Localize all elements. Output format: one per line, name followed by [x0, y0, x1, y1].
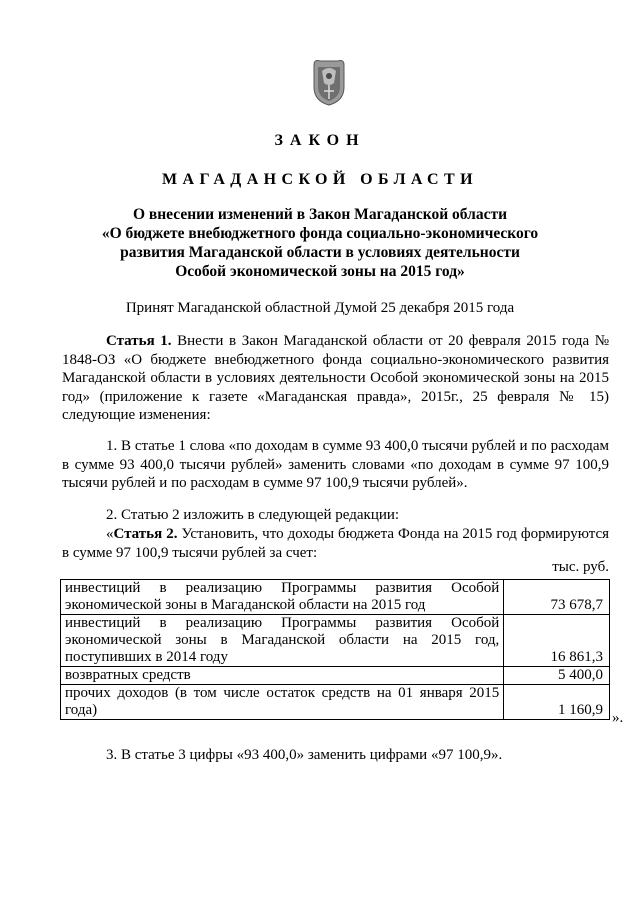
title-line: «О бюджете внебюджетного фонда социально-экономического — [101, 225, 539, 242]
table-closing-quote: ». — [612, 710, 624, 726]
table-row — [61, 667, 610, 685]
title-line: Особой экономической зоны на 2015 год» — [175, 263, 465, 280]
adoption-note: Принят Магаданской областной Думой 25 декабря 2015 года — [125, 300, 515, 316]
row-amount: 1 160,9 — [504, 685, 610, 720]
row-description: инвестиций в реализацию Программы развития Особой экономической зоны в Магаданской области на 2015 год, поступивших в 2014 году — [61, 615, 504, 667]
region-heading: МАГАДАНСКОЙ ОБЛАСТИ — [162, 171, 478, 188]
row-amount: 5 400,0 — [504, 667, 610, 685]
article-2-label: Статья 2. — [113, 526, 178, 542]
row-amount: 16 861,3 — [504, 615, 610, 667]
item-3: 3. В статье 3 цифры «93 400,0» заменить цифрами «97 100,9». — [106, 747, 503, 763]
article-1 — [62, 332, 609, 425]
article-2 — [62, 525, 609, 562]
item-2: 2. Статью 2 изложить в следующей редакции: — [106, 507, 400, 523]
article-1-text: Внести в Закон Магаданской области от 20 февраля 2015 года № 1848-ОЗ «О бюджете внебюджетного фонда социально-экономического развития Магаданской области в условиях деятельности Особой экономической зоны на 2015 год» (приложение к газете «Магаданская правда», 2015г., 25 февраля № 15) следующие изменения: — [62, 333, 609, 423]
table-row — [61, 615, 610, 667]
title-line: развития Магаданской области в условиях деятельности — [120, 244, 520, 261]
table-row — [61, 580, 610, 615]
law-heading: ЗАКОН — [274, 132, 366, 149]
units-label: тыс. руб. — [552, 559, 609, 575]
title-line: О внесении изменений в Закон Магаданской области — [132, 206, 508, 223]
article-2-text: Установить, что доходы бюджета Фонда на 2015 год формируются в сумме 97 100,9 тысячи рублей за счет: — [62, 526, 609, 561]
table-row — [61, 685, 610, 720]
row-description: инвестиций в реализацию Программы развития Особой экономической зоны в Магаданской области на 2015 год — [61, 580, 504, 615]
item-1: 1. В статье 1 слова «по доходам в сумме 93 400,0 тысячи рублей и по расходам в сумме 93 400,0 тысячи рублей» заменить словами «по доходам в сумме 97 100,9 тысячи рублей и по расходам в сумме 97 100,9 тысячи рублей». — [62, 438, 609, 491]
law-title — [0, 205, 640, 281]
article-1-label: Статья 1. — [106, 333, 172, 349]
row-description: прочих доходов (в том числе остаток средств на 01 января 2015 года) — [61, 685, 504, 720]
coat-of-arms-icon — [310, 57, 348, 107]
row-amount: 73 678,7 — [504, 580, 610, 615]
row-description: возвратных средств — [61, 667, 504, 685]
article-2-open-quote: « — [106, 526, 114, 542]
revenue-table — [60, 579, 610, 720]
